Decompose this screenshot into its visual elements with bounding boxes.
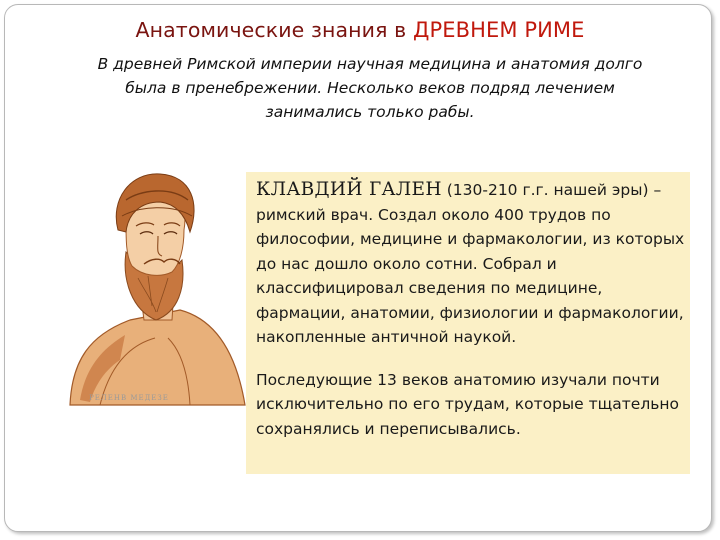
portrait-caption: РЕЛЕНВ МЕДЕЗЕ: [89, 394, 169, 402]
portrait-robe: [70, 310, 245, 405]
bio-paragraph-1: [256, 178, 692, 350]
intro-text: [70, 52, 670, 124]
bio-paragraph-2: Последующие 13 веков анатомию изучали почти исключительно по его трудам, которые тщательно сохранялись и переписывались.: [256, 370, 679, 438]
bio-name: КЛАВДИЙ ГАЛЕН: [256, 179, 442, 200]
galen-portrait-engraving: [60, 160, 250, 410]
intro-line: была в пренебрежении. Несколько веков подряд лечением: [125, 79, 615, 97]
bio-paragraph-1-text: (130-210 г.г. нашей эры) – римский врач. Создал около 400 трудов по философии, медицине и фармакологии, из которых до нас дошло около сотни. Собрал и классифицировал сведения по медицине, фармации, анатомии, физиологии и фармакологии, накопленные античной наукой.: [256, 181, 685, 346]
slide-title-emphasis: ДРЕВНЕМ РИМЕ: [412, 18, 585, 42]
galen-bio-box: [246, 172, 690, 474]
intro-line: занимались только рабы.: [265, 103, 475, 121]
intro-line: В древней Римской империи научная медицина и анатомия долго: [97, 55, 643, 73]
slide-title-prefix: Анатомические знания в: [135, 18, 413, 42]
slide-title: [0, 18, 720, 42]
